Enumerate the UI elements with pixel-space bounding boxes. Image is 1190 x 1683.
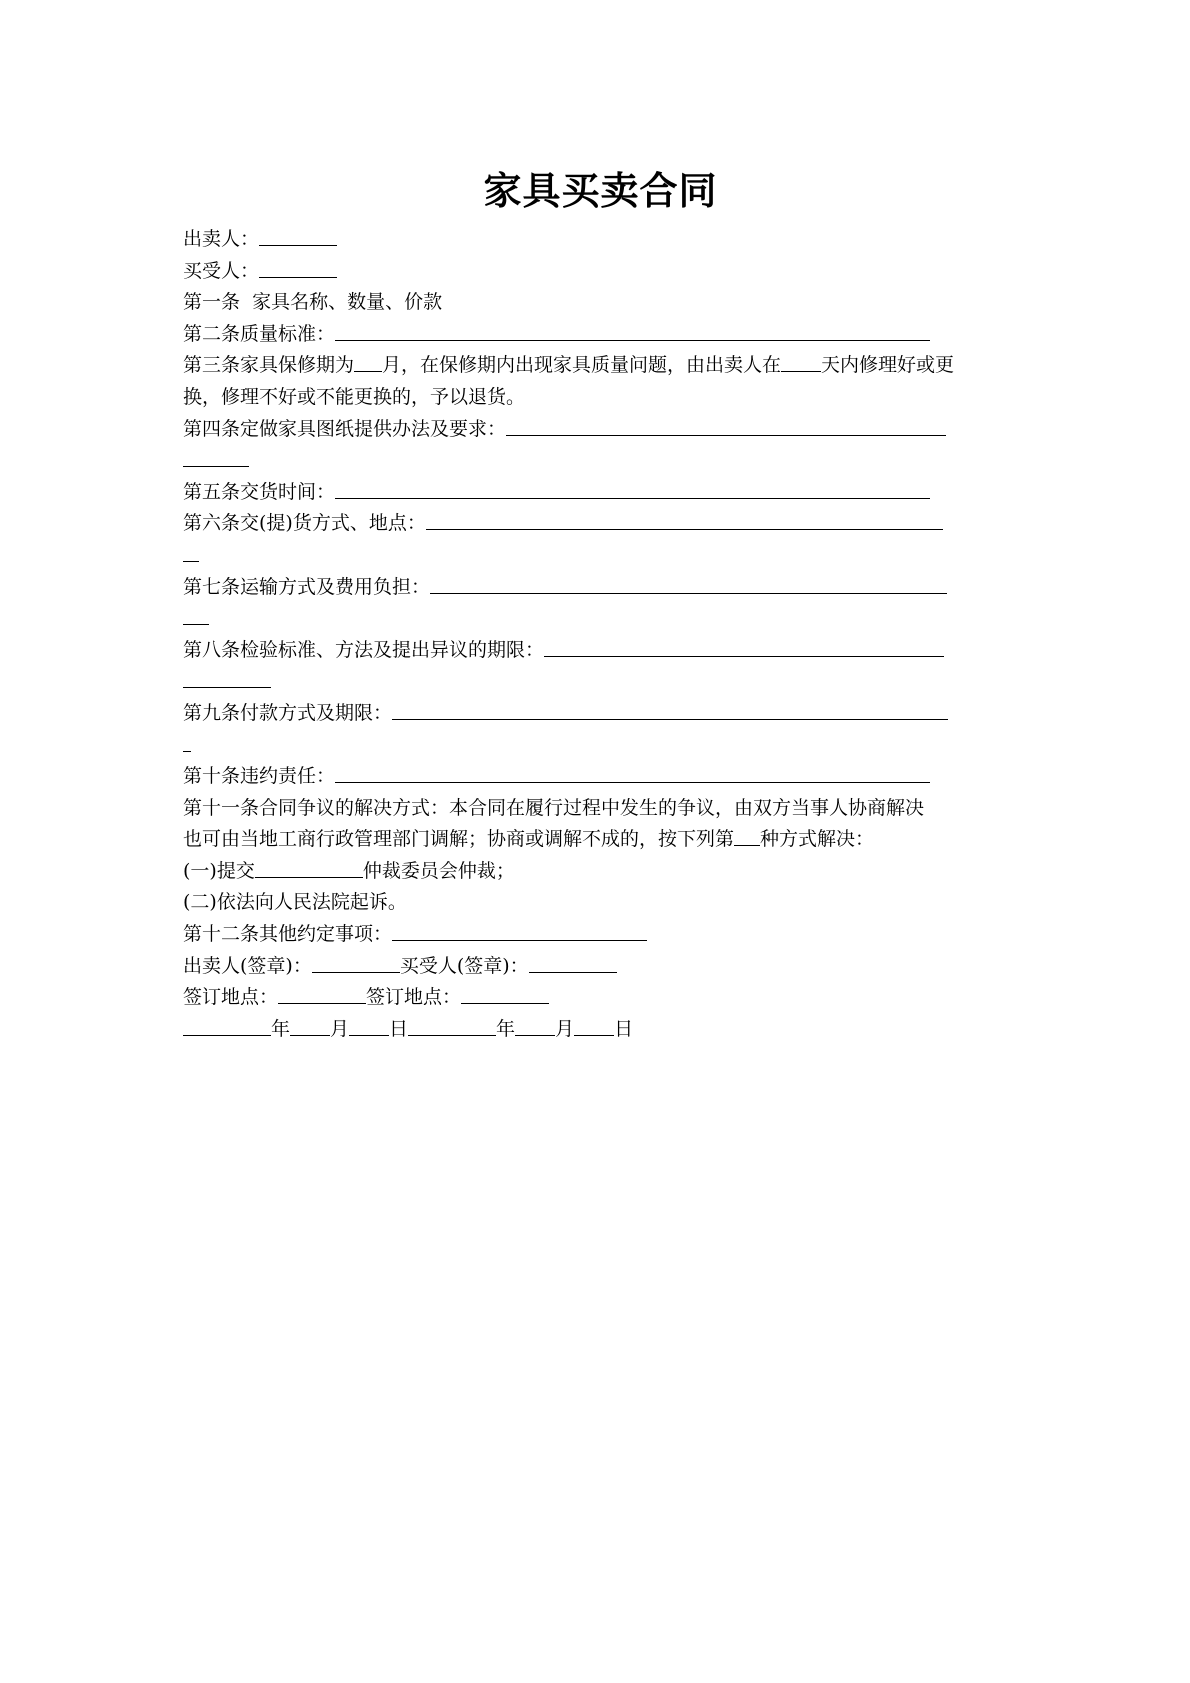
article-10 bbox=[183, 761, 1018, 793]
article-6 bbox=[183, 508, 1018, 540]
article-8-label: 第八条检验标准、方法及提出异议的期限： bbox=[183, 638, 545, 661]
article-3-part-a: 第三条家具保修期为 bbox=[183, 354, 355, 377]
seller-label: 出卖人： bbox=[183, 228, 260, 250]
article-5 bbox=[183, 477, 1018, 509]
article-9 bbox=[183, 698, 1018, 730]
date-line bbox=[183, 1014, 1018, 1046]
page-title: 家具买卖合同 bbox=[483, 168, 718, 213]
article-11-line-2 bbox=[183, 824, 1018, 856]
seller-line bbox=[183, 224, 1018, 256]
article-10-label: 第十条违约责任： bbox=[183, 765, 336, 788]
signing-place-blank-1[interactable] bbox=[278, 983, 366, 1004]
warranty-months-blank[interactable] bbox=[354, 351, 382, 372]
article-4-blank-cont[interactable] bbox=[183, 446, 249, 467]
seller-year-blank[interactable] bbox=[183, 1015, 271, 1036]
year-label-2: 年 bbox=[496, 1017, 516, 1040]
buyer-day-blank[interactable] bbox=[574, 1015, 614, 1036]
day-label-1: 日 bbox=[389, 1017, 409, 1040]
seller-sign-label: 出卖人(签章)： bbox=[183, 954, 312, 977]
article-5-blank[interactable] bbox=[335, 478, 930, 499]
buyer-month-blank[interactable] bbox=[515, 1015, 555, 1036]
article-12-blank[interactable] bbox=[392, 920, 647, 941]
article-3-part-c: 天内修理好或更 bbox=[821, 354, 955, 377]
article-3-line-1 bbox=[183, 350, 1018, 382]
article-4 bbox=[183, 414, 1018, 446]
article-1: 第一条 家具名称、数量、价款 bbox=[183, 291, 443, 314]
article-8-cont bbox=[183, 666, 1018, 698]
article-5-label: 第五条交货时间： bbox=[183, 480, 336, 503]
option-1-part-a: (一)提交 bbox=[183, 859, 255, 882]
article-8-blank[interactable] bbox=[544, 636, 944, 657]
article-4-cont bbox=[183, 445, 1018, 477]
article-7-blank[interactable] bbox=[430, 573, 947, 594]
article-7-blank-cont[interactable] bbox=[183, 604, 209, 625]
article-3-part-b: 月，在保修期内出现家具质量问题，由出卖人在 bbox=[382, 354, 782, 377]
article-10-blank[interactable] bbox=[335, 762, 930, 783]
option-2: (二)依法向人民法院起诉。 bbox=[183, 891, 407, 914]
article-8 bbox=[183, 635, 1018, 667]
article-11-part-b: 也可由当地工商行政管理部门调解；协商或调解不成的，按下列第 bbox=[183, 828, 735, 851]
article-11-part-c: 种方式解决： bbox=[760, 828, 875, 851]
article-11-line-1: 第十一条合同争议的解决方式：本合同在履行过程中发生的争议，由双方当事人协商解决 bbox=[183, 796, 925, 819]
seller-day-blank[interactable] bbox=[349, 1015, 389, 1036]
buyer-line bbox=[183, 256, 1018, 288]
option-1-part-b: 仲裁委员会仲裁； bbox=[362, 859, 515, 882]
article-4-label: 第四条定做家具图纸提供办法及要求： bbox=[183, 417, 507, 440]
article-7 bbox=[183, 572, 1018, 604]
article-6-blank[interactable] bbox=[426, 509, 943, 530]
article-2-blank[interactable] bbox=[335, 320, 930, 341]
article-2 bbox=[183, 319, 1018, 351]
buyer-year-blank[interactable] bbox=[408, 1015, 496, 1036]
arbitration-committee-blank[interactable] bbox=[255, 857, 363, 878]
seller-blank[interactable] bbox=[259, 225, 337, 246]
article-6-blank-cont[interactable] bbox=[183, 541, 199, 562]
article-7-label: 第七条运输方式及费用负担： bbox=[183, 575, 431, 598]
article-6-label: 第六条交(提)货方式、地点： bbox=[183, 512, 426, 535]
signing-place-label-1: 签订地点： bbox=[183, 986, 279, 1009]
month-label-2: 月 bbox=[555, 1017, 575, 1040]
article-9-cont bbox=[183, 730, 1018, 762]
buyer-label: 买受人： bbox=[183, 259, 260, 282]
signing-place-line bbox=[183, 982, 1018, 1014]
signing-place-label-2: 签订地点： bbox=[366, 986, 462, 1009]
contract-page bbox=[183, 158, 1018, 1045]
day-label-2: 日 bbox=[614, 1017, 634, 1040]
article-9-blank-cont[interactable] bbox=[183, 731, 191, 752]
year-label-1: 年 bbox=[271, 1017, 291, 1040]
buyer-sign-blank[interactable] bbox=[529, 952, 617, 973]
resolution-option-blank[interactable] bbox=[734, 825, 760, 846]
signing-place-blank-2[interactable] bbox=[461, 983, 549, 1004]
buyer-sign-label: 买受人(签章)： bbox=[399, 954, 529, 977]
signature-line bbox=[183, 951, 1018, 983]
article-6-cont bbox=[183, 540, 1018, 572]
seller-sign-blank[interactable] bbox=[312, 952, 400, 973]
repair-days-blank[interactable] bbox=[781, 351, 821, 372]
article-3-line-2: 换，修理不好或不能更换的，予以退货。 bbox=[183, 385, 526, 408]
article-9-blank[interactable] bbox=[392, 699, 948, 720]
option-1 bbox=[183, 856, 1018, 888]
article-9-label: 第九条付款方式及期限： bbox=[183, 701, 393, 724]
article-2-label: 第二条质量标准： bbox=[183, 322, 336, 345]
article-12-label: 第十二条其他约定事项： bbox=[183, 923, 393, 946]
article-8-blank-cont[interactable] bbox=[183, 667, 271, 688]
seller-month-blank[interactable] bbox=[290, 1015, 330, 1036]
article-12 bbox=[183, 919, 1018, 951]
article-4-blank[interactable] bbox=[506, 415, 946, 436]
buyer-blank[interactable] bbox=[259, 257, 337, 278]
article-7-cont bbox=[183, 603, 1018, 635]
month-label-1: 月 bbox=[330, 1017, 350, 1040]
